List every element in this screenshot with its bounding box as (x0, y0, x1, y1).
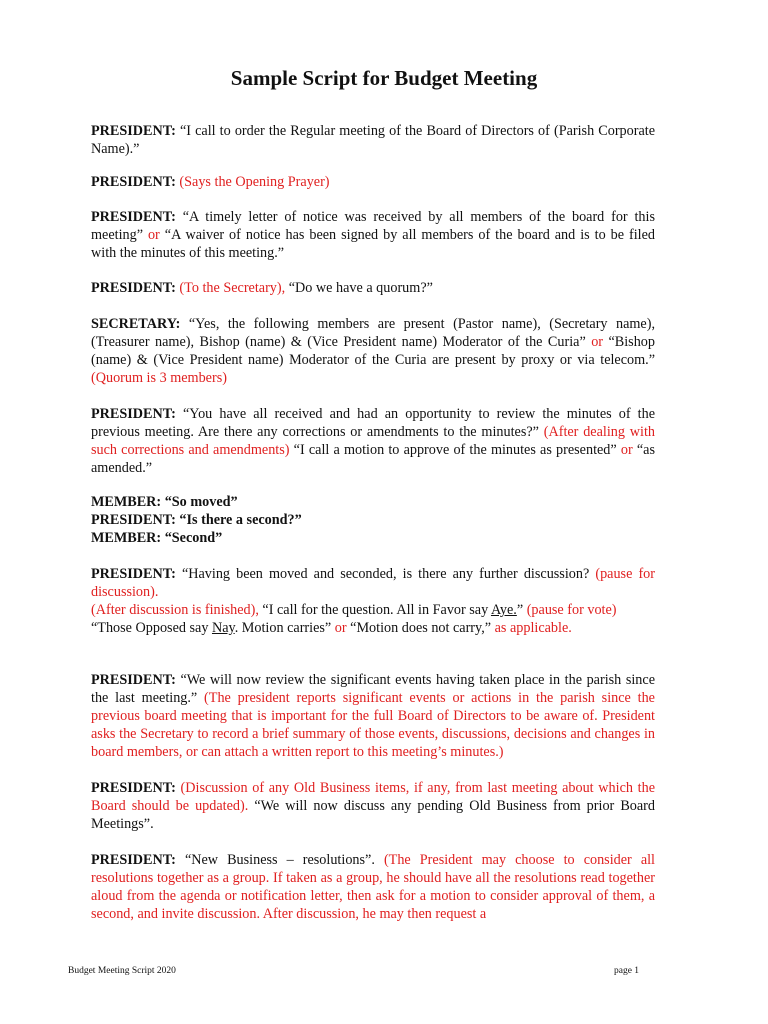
speaker-label: PRESIDENT: (91, 209, 176, 225)
stage-direction: (The president reports significant events or actions in the parish since the previous board meeting that is important for the full Board of Directors to be aware of. President asks the Secretary to record a brief summary of those events, discussions, decisions and changes in board members, or can attach a written report to this meeting’s minutes.) (91, 690, 655, 760)
paragraph-text: “Those Opposed say (91, 620, 212, 636)
or-connector: or (143, 227, 165, 243)
stage-direction: (After discussion is finished), (91, 602, 259, 618)
paragraph-text: “Do we have a quorum?” (285, 280, 433, 296)
paragraph-motion-exchange (91, 493, 655, 547)
paragraph-text: “A timely letter of notice was received by all members of the board for this meeting” (91, 209, 655, 243)
speaker-label: PRESIDENT: (91, 280, 176, 296)
paragraph-text: “Bishop (name) & (Vice President name) Moderator of the Curia are present by proxy or via telecom.” (91, 334, 655, 368)
speaker-label: PRESIDENT: (91, 780, 176, 796)
stage-direction: (After dealing with such corrections and amendments) (91, 424, 655, 458)
paragraph-text: “I call to order the Regular meeting of the Board of Directors of (Parish Corporate Name).” (91, 123, 655, 157)
aye-word: Aye. (490, 602, 517, 618)
speaker-label: PRESIDENT: (91, 123, 176, 139)
paragraph-text: “Having been moved and seconded, is there any further discussion? (175, 566, 590, 582)
paragraph-opening-prayer (91, 173, 655, 191)
footer-left: Budget Meeting Script 2020 (68, 966, 176, 976)
speaker-label: PRESIDENT: (91, 406, 176, 422)
speaker-label: PRESIDENT: (91, 566, 176, 582)
paragraph-call-to-order (91, 122, 655, 158)
stage-direction: (pause for discussion). (91, 566, 655, 600)
stage-direction: (pause for vote) (523, 602, 617, 618)
paragraph-text: “A waiver of notice has been signed by all members of the board and is to be filed with the minutes of this meeting.” (91, 227, 655, 261)
exchange-line: MEMBER: “So moved” (91, 494, 238, 510)
paragraph-text: “We will now review the significant events having taken place in the parish since the last meeting.” (91, 672, 655, 706)
paragraph-text: “You have all received and had an opportunity to review the minutes of the previous meeting. Are there any corrections or amendments to the minutes?” (91, 406, 655, 440)
footer-page-number: page 1 (614, 966, 640, 976)
paragraph-vote (91, 565, 655, 637)
paragraph-text: “I call for the question. All in Favor say (258, 602, 491, 618)
paragraph-text: “Motion does not carry,” (350, 620, 492, 636)
paragraph-text: “We will now discuss any pending Old Business from prior Board Meetings”. (91, 798, 655, 832)
page-title: Sample Script for Budget Meeting (230, 66, 538, 90)
stage-direction: (The President may choose to consider all resolutions together as a group. If taken as a group, he should have all the resolutions read together aloud from the agenda or notification letter, then ask for a motion to consider approval of them, a second, and invite discussion. After discussion, he may then request a (91, 852, 655, 922)
exchange-line: PRESIDENT: “Is there a second?” (91, 512, 302, 528)
speaker-label: SECRETARY: (91, 316, 181, 332)
stage-direction: (Quorum is 3 members) (91, 370, 227, 386)
stage-direction: as applicable. (491, 620, 572, 636)
paragraph-text: “New Business – resolutions”. (175, 852, 375, 868)
paragraph-minutes-review (91, 405, 655, 477)
or-connector: or (331, 620, 351, 636)
stage-direction: (Says the Opening Prayer) (175, 174, 330, 190)
speaker-label: PRESIDENT: (91, 852, 176, 868)
paragraph-text: . Motion carries” (234, 620, 332, 636)
paragraph-quorum-question (91, 279, 655, 297)
speaker-label: PRESIDENT: (91, 174, 176, 190)
paragraph-significant-events (91, 671, 655, 761)
paragraph-notice (91, 208, 655, 262)
speaker-label: PRESIDENT: (91, 672, 176, 688)
stage-direction: (Discussion of any Old Business items, if any, from last meeting about which the Board should be updated). (91, 780, 655, 814)
paragraph-text: ” (516, 602, 524, 618)
paragraph-text: “I call a motion to approve of the minutes as presented” (289, 442, 617, 458)
stage-direction: (To the Secretary), (175, 280, 286, 296)
paragraph-old-business (91, 779, 655, 833)
exchange-line: MEMBER: “Second” (91, 530, 223, 546)
paragraph-new-business (91, 851, 655, 923)
paragraph-text: “Yes, the following members are present (Pastor name), (Secretary name), (Treasurer name), Bishop (name) & (Vice President name) Moderator of the Curia” (91, 316, 655, 350)
or-connector: or (616, 442, 637, 458)
paragraph-secretary-quorum (91, 315, 655, 387)
or-connector: or (585, 334, 609, 350)
nay-word: Nay (211, 620, 235, 636)
paragraph-text: “as amended.” (91, 442, 655, 476)
